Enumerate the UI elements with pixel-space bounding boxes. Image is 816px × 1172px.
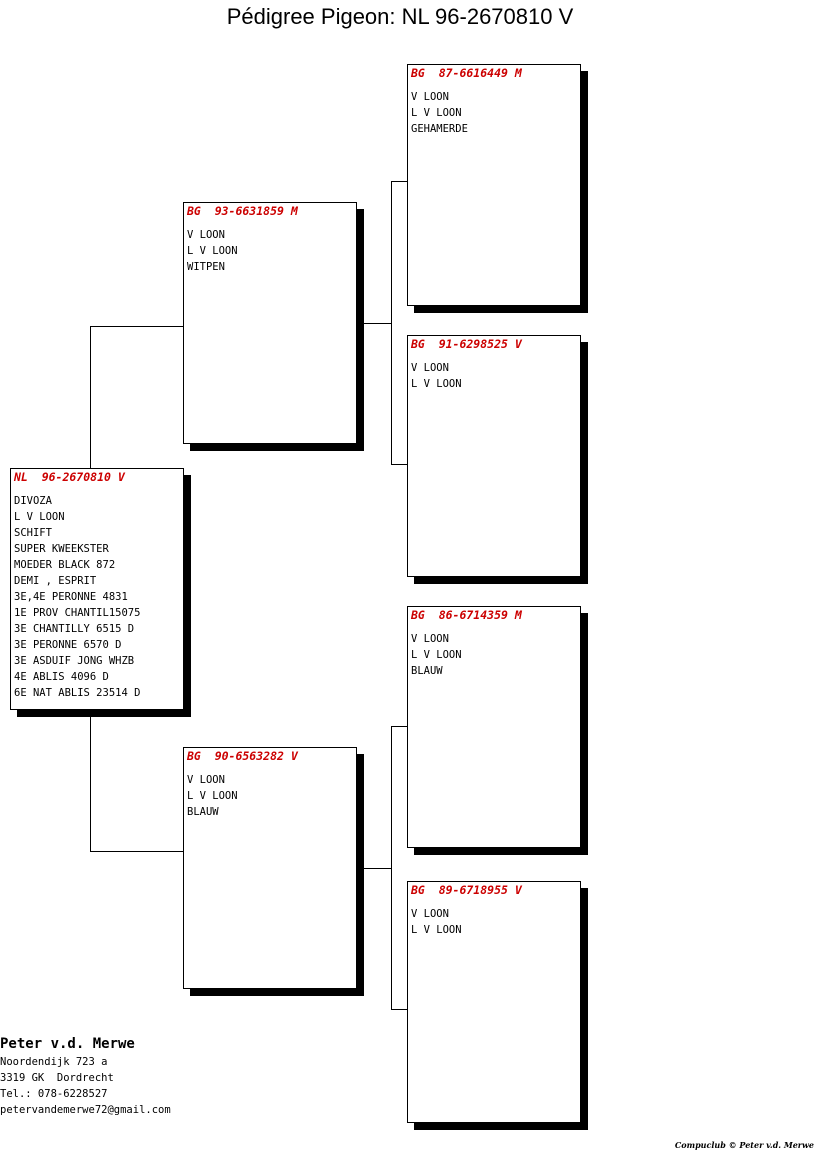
pigeon-detail-line: L V LOON <box>411 649 462 661</box>
pigeon-detail-line: 6E NAT ABLIS 23514 D <box>14 687 141 699</box>
pigeon-detail-line: 4E ABLIS 4096 D <box>14 671 109 683</box>
footer-credit: Compuclub © Peter v.d. Merwe <box>674 1140 814 1150</box>
connector-father-out <box>356 323 391 324</box>
ring-number: NL 96-2670810 V <box>14 470 125 484</box>
pigeon-detail-line: L V LOON <box>411 378 462 390</box>
subject-pigeon-card <box>10 468 184 710</box>
connector-father-mother <box>391 464 408 465</box>
pigeon-detail-line: SCHIFT <box>14 527 52 539</box>
connector-subject-father-vertical <box>90 326 91 468</box>
mother-father-pigeon-card <box>407 606 581 848</box>
pigeon-detail-line: 3E ASDUIF JONG WHZB <box>14 655 135 667</box>
connector-mother-bracket <box>391 726 392 1009</box>
ring-number: BG 91-6298525 V <box>411 337 522 351</box>
father-mother-pigeon-card <box>407 335 581 577</box>
pigeon-details <box>411 89 468 137</box>
pigeon-detail-line: 3E CHANTILLY 6515 D <box>14 623 135 635</box>
pigeon-detail-line: GEHAMERDE <box>411 123 468 135</box>
owner-contact <box>0 1034 171 1118</box>
ring-number: BG 89-6718955 V <box>411 883 522 897</box>
pigeon-detail-line: 1E PROV CHANTIL15075 <box>14 607 141 619</box>
pigeon-detail-line: L V LOON <box>411 924 462 936</box>
pigeon-details <box>411 906 462 938</box>
connector-subject-father-horizontal <box>90 326 184 327</box>
father-father-pigeon-card <box>407 64 581 306</box>
pigeon-detail-line: V LOON <box>187 774 225 786</box>
ring-number: BG 90-6563282 V <box>187 749 298 763</box>
owner-address-line: Noordendijk 723 a <box>0 1056 108 1068</box>
pigeon-detail-line: L V LOON <box>187 790 238 802</box>
connector-mother-father <box>391 726 408 727</box>
page-title: Pédigree Pigeon: NL 96-2670810 V <box>226 4 574 29</box>
pigeon-details <box>14 493 140 701</box>
owner-name: Peter v.d. Merwe <box>0 1036 135 1052</box>
pigeon-details <box>411 631 462 679</box>
pigeon-detail-line: WITPEN <box>187 261 225 273</box>
pigeon-detail-line: L V LOON <box>411 107 462 119</box>
connector-subject-mother-vertical <box>90 710 91 851</box>
father-pigeon-card <box>183 202 357 444</box>
pigeon-detail-line: V LOON <box>411 362 449 374</box>
connector-father-bracket <box>391 181 392 464</box>
pigeon-details <box>187 772 238 820</box>
mother-pigeon-card <box>183 747 357 989</box>
pigeon-detail-line: DEMI , ESPRIT <box>14 575 97 587</box>
pigeon-detail-line: V LOON <box>187 229 225 241</box>
pigeon-detail-line: DIVOZA <box>14 495 52 507</box>
connector-mother-mother <box>391 1009 408 1010</box>
pigeon-detail-line: 3E PERONNE 6570 D <box>14 639 122 651</box>
ring-number: BG 86-6714359 M <box>411 608 522 622</box>
ring-number: BG 93-6631859 M <box>187 204 298 218</box>
connector-father-father <box>391 181 408 182</box>
pigeon-detail-line: V LOON <box>411 91 449 103</box>
owner-address-lines <box>0 1054 171 1118</box>
pigeon-details <box>187 227 238 275</box>
pigeon-details <box>411 360 462 392</box>
pigeon-detail-line: 3E,4E PERONNE 4831 <box>14 591 128 603</box>
pigeon-detail-line: L V LOON <box>187 245 238 257</box>
mother-mother-pigeon-card <box>407 881 581 1123</box>
owner-address-line: Tel.: 078-6228527 <box>0 1088 108 1100</box>
ring-number: BG 87-6616449 M <box>411 66 522 80</box>
pigeon-detail-line: V LOON <box>411 633 449 645</box>
pigeon-detail-line: BLAUW <box>411 665 443 677</box>
owner-email: petervandemerwe72@gmail.com <box>0 1104 171 1116</box>
owner-address-line: 3319 GK Dordrecht <box>0 1072 114 1084</box>
connector-mother-out <box>356 868 391 869</box>
connector-subject-mother-horizontal <box>90 851 184 852</box>
pigeon-detail-line: SUPER KWEEKSTER <box>14 543 109 555</box>
pigeon-detail-line: L V LOON <box>14 511 65 523</box>
pigeon-detail-line: V LOON <box>411 908 449 920</box>
pigeon-detail-line: BLAUW <box>187 806 219 818</box>
pigeon-detail-line: MOEDER BLACK 872 <box>14 559 116 571</box>
